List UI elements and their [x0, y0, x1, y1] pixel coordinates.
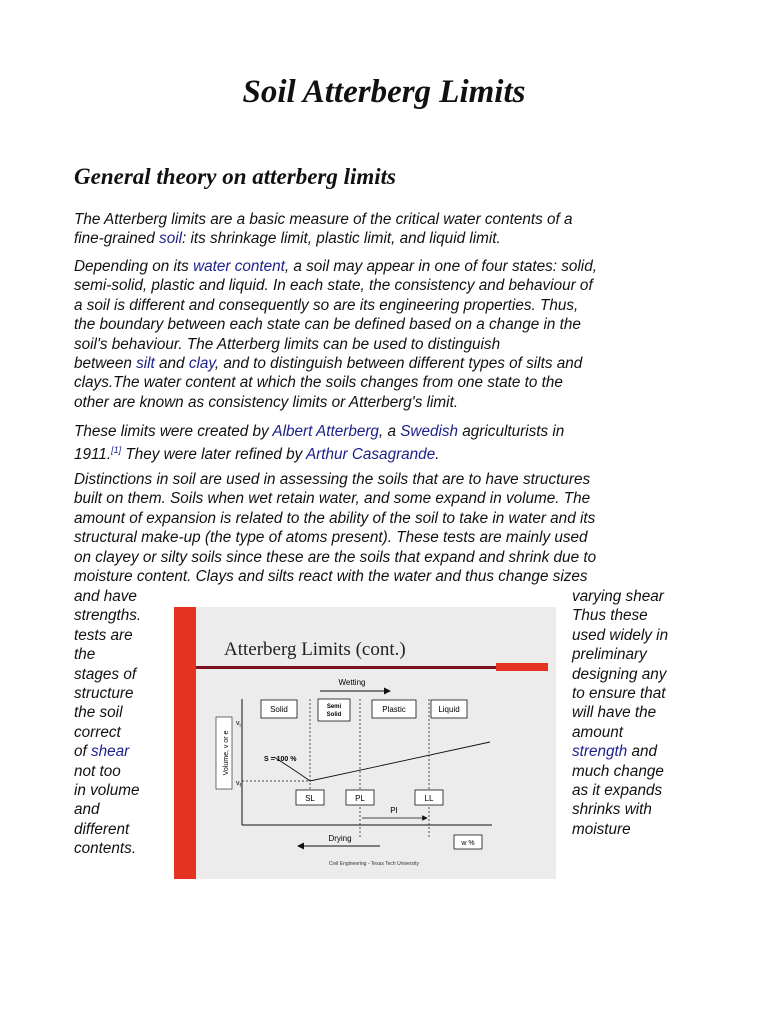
left-wrap-column [74, 587, 141, 859]
text-line: The Atterberg limits are a basic measure of the critical water contents of a [74, 211, 573, 228]
text-line: tests are [74, 626, 133, 644]
text-line: amount of expansion is related to the ability of the soil to take in water and its [74, 509, 596, 527]
pi-label: PI [390, 806, 398, 815]
link-arthur-casagrande[interactable]: Arthur Casagrande [305, 446, 436, 464]
paragraph-states [74, 257, 698, 412]
page-title: Soil Atterberg Limits [242, 74, 526, 110]
text-line: the boundary between each state can be defined based on a change in the [74, 316, 581, 334]
text-line: structural make-up (the type of atoms present). These tests are mainly used [74, 529, 588, 547]
text-line: to ensure that [572, 685, 666, 703]
text-line: built on them. Soils when wet retain water, and some expand in volume. The [74, 490, 591, 508]
text-line: much change [572, 762, 664, 780]
text-line: fine-grained soil: its shrinkage limit, plastic limit, and liquid limit. [74, 230, 501, 248]
vi-label: $v_i$ [236, 720, 241, 729]
limit-label-ll: LL [424, 794, 434, 803]
vf-label: $v_f$ [236, 780, 241, 789]
volume-curve [274, 742, 490, 781]
x-axis-label: w % [461, 840, 475, 847]
text-line: amount [572, 723, 624, 741]
text-line: other are known as consistency limits or Atterberg's limit. [74, 393, 459, 411]
text-line: of shear [74, 743, 130, 761]
text-line: semi-solid, plastic and liquid. In each state, the consistency and behaviour of [74, 277, 593, 295]
text-line: used widely in [572, 626, 669, 644]
text-line: Depending on its water content, a soil may appear in one of four states: solid, [74, 258, 597, 275]
state-label-semi: Semi [326, 704, 342, 710]
text-line: structure [74, 685, 134, 703]
text-line: the [74, 646, 96, 664]
text-line: 1911.[1] They were later refined by Arthur Casagrande. [74, 445, 440, 464]
text-line: different [74, 820, 130, 838]
text-line: clays.The water content at which the soils changes from one state to the [74, 374, 563, 392]
text-line: in volume [74, 782, 140, 800]
text-line: preliminary [572, 646, 647, 664]
text-line: varying shear [572, 588, 664, 605]
reference-link[interactable]: [1] [111, 445, 122, 456]
text-line: shrinks with [572, 801, 652, 819]
text-line: on clayey or silty soils since these are the soils that expand and shrink due to [74, 548, 597, 566]
red-rule-accent [496, 663, 548, 671]
atterberg-diagram [174, 607, 556, 879]
link-swedish[interactable]: Swedish [400, 423, 459, 440]
state-label-plastic: Plastic [382, 705, 406, 714]
link-silt[interactable]: silt [136, 355, 155, 373]
link-albert-atterberg[interactable]: Albert Atterberg [272, 423, 379, 440]
red-accent-bar [174, 607, 196, 879]
paragraph-intro [74, 210, 698, 249]
state-label-solid: Solid [270, 705, 288, 714]
text-line: the soil [74, 704, 123, 722]
text-line: a soil is different and consequently so are its engineering properties. Thus, [74, 296, 579, 314]
y-axis-label: Volume, v or e [223, 730, 230, 776]
text-line: and have [74, 588, 137, 605]
text-line: designing any [572, 665, 667, 683]
figure-title: Atterberg Limits (cont.) [224, 639, 406, 660]
state-label-liquid: Liquid [438, 705, 460, 714]
saturation-label: S = 100 % [264, 756, 297, 763]
text-line: Distinctions in soil are used in assessing the soils that are to have structures [74, 471, 591, 488]
link-shear[interactable]: shear [91, 743, 130, 761]
limit-label-pl: PL [355, 794, 365, 803]
text-line: between silt and clay, and to distinguish between different types of silts and [74, 355, 583, 373]
text-line: These limits were created by Albert Atterberg, a Swedish agriculturists in [74, 423, 565, 440]
link-strength[interactable]: strength [572, 743, 628, 761]
paragraph-distinctions [74, 470, 698, 586]
figure-footer: Civil Engineering - Texas Tech University [328, 861, 420, 867]
drying-label: Drying [328, 834, 352, 843]
link-clay[interactable]: clay [188, 355, 215, 373]
text-line: strengths. [74, 607, 142, 625]
text-line: soil's behaviour. The Atterberg limits can be used to distinguish [74, 335, 501, 353]
text-line: as it expands [572, 782, 663, 800]
title-rule [196, 666, 546, 669]
link-water-content[interactable]: water content [193, 258, 285, 275]
section-heading: General theory on atterberg limits [74, 164, 396, 189]
right-wrap-column [572, 587, 668, 839]
text-line: contents. [74, 840, 137, 858]
limit-label-sl: SL [305, 794, 315, 803]
state-label-solid2: Solid [326, 712, 342, 718]
text-line: and [74, 801, 100, 819]
text-line: moisture [572, 820, 631, 838]
text-line: will have the [572, 704, 657, 722]
text-line: strength and [572, 743, 658, 761]
text-line: not too [74, 762, 121, 780]
text-line: stages of [74, 665, 137, 683]
link-soil[interactable]: soil [159, 230, 182, 248]
wetting-label: Wetting [338, 678, 366, 687]
text-line: Thus these [572, 607, 648, 625]
paragraph-history [74, 422, 698, 465]
atterberg-limits-figure [174, 607, 556, 879]
text-line: moisture content. Clays and silts react with the water and thus change sizes [74, 568, 588, 586]
text-line: correct [74, 723, 121, 741]
